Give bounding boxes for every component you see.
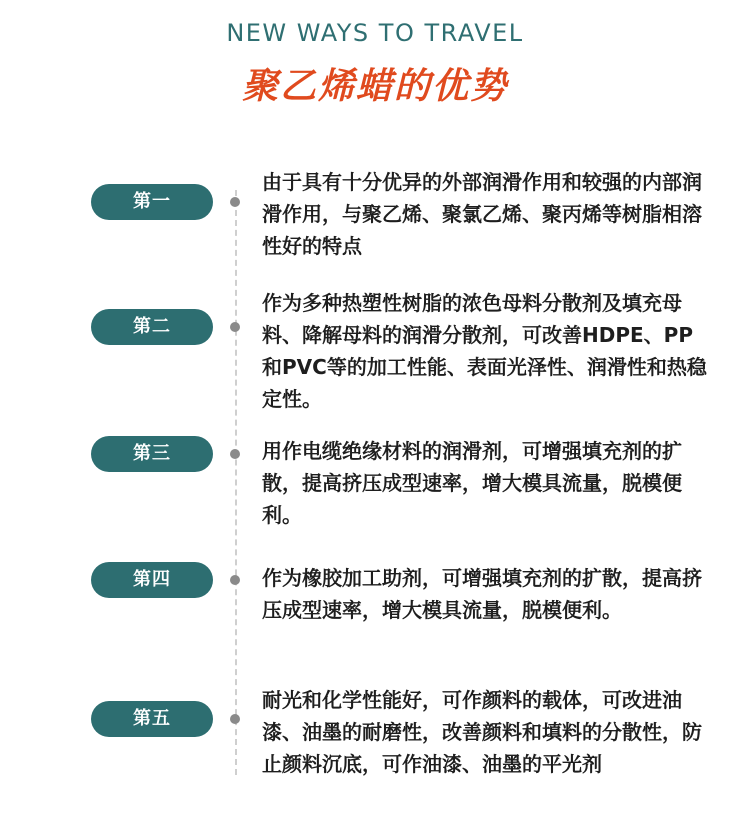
timeline-dot-5 [230,714,240,724]
step-description-5: 耐光和化学性能好，可作颜料的载体，可改进油漆、油墨的耐磨性，改善颜料和填料的分散性，防止颜料沉底，可作油漆、油墨的平光剂 [262,688,702,776]
timeline-dot-2 [230,322,240,332]
timeline-dot-3 [230,449,240,459]
step-description-4: 作为橡胶加工助剂，可增强填充剂的扩散，提高挤压成型速率，增大模具流量，脱模便利。 [262,566,702,622]
timeline-dot-4 [230,575,240,585]
step-badge-5: 第五 [91,701,213,737]
timeline-line [235,190,237,775]
timeline-dot-1 [230,197,240,207]
step-badge-1: 第一 [91,184,213,220]
step-description-3: 用作电缆绝缘材料的润滑剂，可增强填充剂的扩散，提高挤压成型速率，增大模具流量，脱模便利。 [262,439,682,527]
header-subtitle: NEW WAYS TO TRAVEL [226,19,524,47]
step-badge-3: 第三 [91,436,213,472]
step-badge-4: 第四 [91,562,213,598]
page-title: 聚乙烯蜡的优势 [241,66,508,107]
step-description-1: 由于具有十分优异的外部润滑作用和较强的内部润滑作用，与聚乙烯、聚氯乙烯、聚丙烯等树脂相溶性好的特点 [262,170,702,258]
step-description-2: 作为多种热塑性树脂的浓色母料分散剂及填充母料、降解母料的润滑分散剂，可改善HDPE、PP和PVC等的加工性能、表面光泽性、润滑性和热稳定性。 [262,291,707,411]
step-badge-2: 第二 [91,309,213,345]
